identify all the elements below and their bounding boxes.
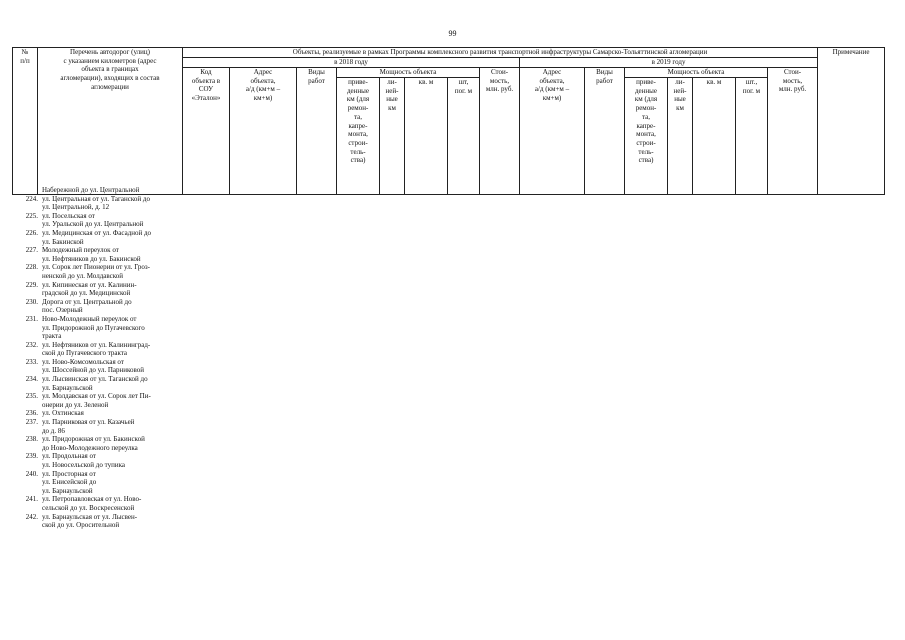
list-item [14,212,184,229]
header-object-address-2018: Адрес объекта, а/д (км+м – км+м) [230,68,297,195]
row-text: Ново-Молодежный переулок от ул. Придорожной до Пугачевского тракта [42,314,145,341]
header-cost-2019: Стои- мость, млн. руб. [768,68,818,195]
row-text: ул. Медицинская от ул. Фасадной до ул. Бакинской [42,228,152,246]
row-text: ул. Лысвинская от ул. Таганской до ул. Барнаульской [42,375,148,392]
header-number: № п/п [13,48,38,195]
header-pcs-2018: шт, пог. м [448,78,480,195]
header-pcs-2019: шт., пог. м [736,78,768,195]
header-works-2018: Виды работ [297,68,337,195]
row-number [14,186,42,195]
list-item [14,315,184,341]
row-number: 236. [25,409,38,418]
row-number: 224. [25,194,38,203]
list-item [14,341,184,358]
header-object-code: Код объекта в СОУ «Эталон» [183,68,230,195]
row-text: Дорога от ул. Центральной до пос. Озерный [42,297,132,315]
list-item [14,392,184,409]
header-note: Примечание [818,48,885,195]
list-item [14,452,184,469]
row-text: ул. Охтинская [42,409,84,418]
row-text: ул. Молдавская от ул. Сорок лет Пи- онерии до ул. Зеленой [42,392,151,409]
list-item [14,281,184,298]
row-number: 233. [25,357,38,366]
header-reduced-km-2018: приве- денные км (для ремон- та, капре- монта, строи- тель- ства) [337,78,380,195]
header-works-2019: Виды работ [585,68,625,195]
row-text: ул. Барнаульская от ул. Лысвен- ской до ул. Оросительной [42,512,138,530]
row-number: 239. [25,452,38,461]
list-item [14,375,184,392]
header-power-2018: Мощность объекта [337,68,480,78]
row-text: ул. Сорок лет Пионерии от ул. Гроз- ненской до ул. Молдавской [42,263,150,280]
page-number: 99 [448,29,457,38]
header-linear-km-2019: ли- ней- ные км [668,78,693,195]
row-text: ул. Центральная от ул. Таганской до ул. Центральной, д. 12 [42,194,150,212]
row-text: ул. Петропавловская от ул. Ново- сельской до ул. Воскресенской [42,495,142,512]
row-text: ул. Парниковая от ул. Казачьей до д. 86 [42,418,135,435]
row-text: ул. Ново-Комсомольская от ул. Шоссейной до ул. Парниковой [42,357,145,375]
header-year-2018: в 2018 году [183,58,520,68]
row-number: 229. [25,280,38,289]
header-sqm-2018: кв. м [405,78,448,195]
row-number: 237. [25,418,38,427]
list-item [14,358,184,375]
row-number: 235. [25,392,38,401]
row-number: 227. [25,246,38,255]
list-item [14,418,184,435]
row-number: 225. [25,211,38,220]
list-item [14,435,184,452]
header-table [12,47,885,195]
list-item [14,495,184,512]
header-objects: Объекты, реализуемые в рамках Программы комплексного развития транспортной инфраструктуры Самарско-Тольяттинской агломерации [183,48,818,58]
row-text: ул. Посельская от ул. Уральской до ул. Центральной [42,211,144,229]
list-item [14,470,184,496]
row-number: 228. [25,263,38,272]
row-text: ул. Продольная от ул. Новосельской до тупика [42,452,125,469]
list-item [14,409,184,418]
list-item [14,513,184,530]
header-sqm-2019: кв. м [693,78,736,195]
list-item [14,229,184,246]
header-road-list: Перечень автодорог (улиц) с указанием километров (адрес объекта в границах агломерации), входящих в состав агломерации [38,48,183,195]
row-text: ул. Просторная от ул. Енисейской до ул. Барнаульской [42,469,97,495]
row-number: 241. [25,495,38,504]
header-object-address-2019: Адрес объекта, а/д (км+м – км+м) [520,68,585,195]
list-item [14,263,184,280]
row-text: ул. Нефтяников от ул. Калининград- ской до Пугачевского тракта [42,340,151,358]
row-number: 230. [25,297,38,306]
list-item [14,186,184,195]
road-list [14,186,184,530]
row-number: 240. [25,469,38,478]
row-number: 242. [25,512,38,521]
list-item [14,298,184,315]
header-linear-km-2018: ли- ней- ные км [380,78,405,195]
row-text: Молодежный переулок от ул. Нефтяников до ул. Бакинской [42,246,141,263]
row-number: 231. [25,314,38,323]
row-number: 238. [25,435,38,444]
row-number: 234. [25,375,38,384]
header-power-2019: Мощность объекта [625,68,768,78]
row-text: ул. Придорожная от ул. Бакинской до Ново-Молодежного переулка [42,435,145,452]
list-item [14,246,184,263]
header-reduced-km-2019: приве- денные км (для ремон- та, капре- монта, строи- тель- ства) [625,78,668,195]
row-number: 226. [25,228,38,237]
header-year-2019: в 2019 году [520,58,818,68]
header-cost-2018: Стои- мость, млн. руб. [480,68,520,195]
list-item [14,195,184,212]
row-number: 232. [25,340,38,349]
row-text: Набережной до ул. Центральной [42,186,140,194]
row-text: ул. Кипинеская от ул. Калинин- градской до ул. Медицинской [42,280,137,298]
